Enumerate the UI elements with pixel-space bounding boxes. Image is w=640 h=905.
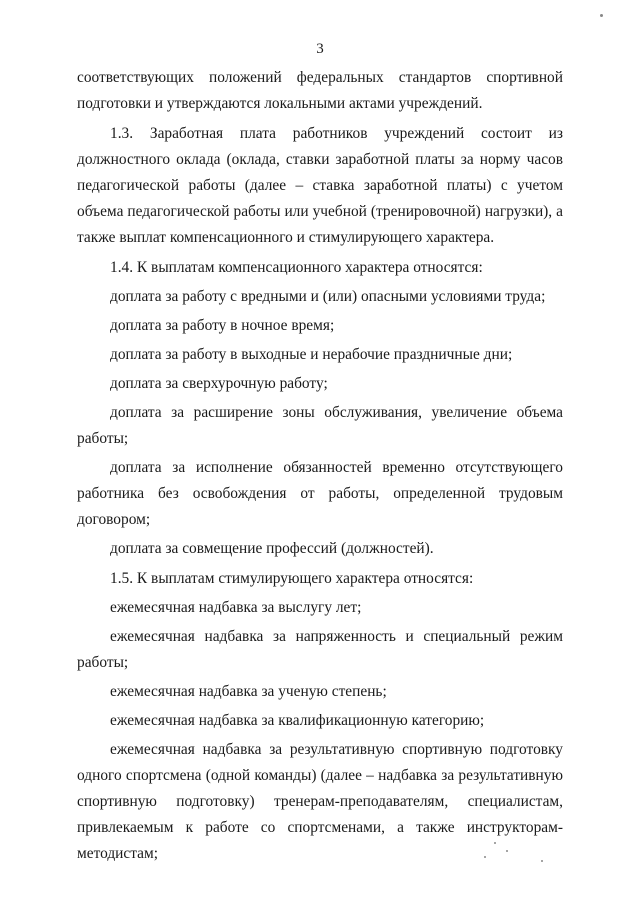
scan-speck: [506, 850, 508, 852]
scan-speck: [541, 860, 543, 862]
paragraph-1-5-heading: 1.5. К выплатам стимулирующего характера относятся:: [110, 570, 474, 587]
document-body: [77, 65, 563, 867]
list-item-sports-results: ежемесячная надбавка за результативную спортивную подготовку одного спортсмена (одной команды) (далее – надбавка за результативную спортивную подготовку) тренерам-преподавателям, специалистам, привлекаемым к работе со спортсменами, а также инструкторам-методистам;: [77, 741, 563, 862]
list-item-academic-degree: ежемесячная надбавка за ученую степень;: [110, 683, 387, 700]
paragraph-continuation: соответствующих положений федеральных стандартов спортивной подготовки и утверждаются локальными актами учреждений.: [77, 69, 563, 112]
page-number: 3: [316, 41, 324, 57]
list-item-seniority: ежемесячная надбавка за выслугу лет;: [110, 599, 362, 616]
list-item-night-work: доплата за работу в ночное время;: [110, 317, 335, 334]
list-item-overtime: доплата за сверхурочную работу;: [110, 375, 328, 392]
scan-speck: [484, 856, 486, 858]
paragraph-1-3-salary: 1.3. Заработная плата работников учреждений состоит из должностного оклада (оклада, ставки заработной платы за норму часов педагогической работы (далее – ставка заработной платы) с учетом объема педагогической работы или учебной (тренировочной) нагрузки), а также выплат компенсационного и стимулирующего характера.: [77, 125, 563, 246]
list-item-combined-professions: доплата за совмещение профессий (должностей).: [110, 540, 434, 557]
list-item-holiday-work: доплата за работу в выходные и нерабочие праздничные дни;: [110, 346, 513, 363]
paragraph-1-4-heading: 1.4. К выплатам компенсационного характера относятся:: [110, 259, 483, 276]
scan-speck: [600, 14, 603, 17]
scan-speck: [494, 842, 496, 844]
list-item-absent-duties: доплата за исполнение обязанностей временно отсутствующего работника без освобождения от работы, определенной трудовым договором;: [77, 459, 563, 528]
list-item-intensity: ежемесячная надбавка за напряженность и специальный режим работы;: [77, 628, 563, 671]
list-item-service-zone: доплата за расширение зоны обслуживания, увеличение объема работы;: [77, 404, 563, 447]
list-item-qualification: ежемесячная надбавка за квалификационную категорию;: [110, 712, 485, 729]
list-item-hazardous-conditions: доплата за работу с вредными и (или) опасными условиями труда;: [110, 288, 546, 305]
